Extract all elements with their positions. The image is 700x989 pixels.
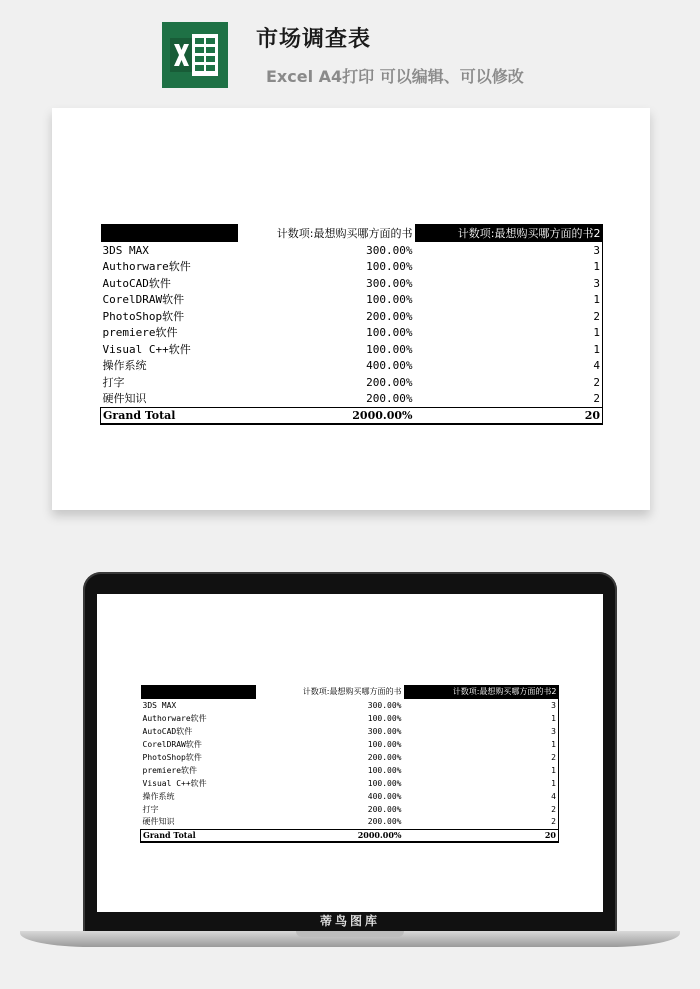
row-label: AutoCAD软件 <box>102 276 171 290</box>
table-row <box>101 308 603 325</box>
table-row <box>101 275 603 292</box>
header-count: 计数项:最想购买哪方面的书2 <box>415 224 603 242</box>
total-count: 20 <box>404 829 559 842</box>
row-count: 1 <box>415 292 603 309</box>
row-count: 2 <box>404 816 559 829</box>
row-label: 硬件知识 <box>142 817 175 827</box>
row-label: Visual C++软件 <box>102 342 191 356</box>
row-count: 1 <box>415 341 603 358</box>
row-count: 1 <box>404 738 559 751</box>
row-pct: 200.00% <box>367 804 402 814</box>
table-row <box>101 341 603 358</box>
row-label: 打字 <box>102 375 125 389</box>
total-count: 20 <box>415 407 603 424</box>
row-count: 2 <box>404 751 559 764</box>
row-count: 2 <box>415 374 603 391</box>
table-row <box>141 699 559 712</box>
total-pct: 2000.00% <box>238 407 415 424</box>
total-label: Grand Total <box>141 829 256 842</box>
row-label: Visual C++软件 <box>142 778 207 788</box>
laptop-screen <box>97 594 603 912</box>
excel-icon <box>162 22 228 88</box>
row-pct: 200.00% <box>367 752 402 762</box>
table-row <box>141 725 559 738</box>
table-row <box>101 391 603 408</box>
row-pct: 100.00% <box>367 739 402 749</box>
row-count: 1 <box>404 712 559 725</box>
row-count: 2 <box>404 803 559 816</box>
table-row <box>101 242 603 259</box>
row-count: 1 <box>404 764 559 777</box>
row-pct: 200.00% <box>366 309 413 323</box>
row-label: 3DS MAX <box>142 700 177 710</box>
table-row <box>101 325 603 342</box>
row-pct: 100.00% <box>367 765 402 775</box>
row-count: 1 <box>404 777 559 790</box>
row-pct: 400.00% <box>367 791 402 801</box>
row-pct: 200.00% <box>366 392 413 405</box>
table-row <box>141 803 559 816</box>
row-pct: 100.00% <box>367 713 402 723</box>
table-row <box>141 764 559 777</box>
row-label: Authorware软件 <box>102 260 191 274</box>
row-pct: 100.00% <box>366 326 413 340</box>
pivot-table <box>100 224 603 425</box>
row-count: 2 <box>415 391 603 408</box>
header-row-label <box>101 224 238 242</box>
total-label: Grand Total <box>101 407 238 424</box>
row-label: 操作系统 <box>142 791 175 801</box>
page-subtitle: Excel A4打印 可以编辑、可以修改 <box>266 67 524 86</box>
row-label: 3DS MAX <box>102 243 149 257</box>
table-row <box>141 777 559 790</box>
row-label: 操作系统 <box>102 359 147 373</box>
header-row-label <box>141 685 256 699</box>
row-pct: 300.00% <box>367 726 402 736</box>
row-pct: 100.00% <box>366 260 413 274</box>
table-row <box>141 712 559 725</box>
row-label: Authorware软件 <box>142 713 207 723</box>
row-label: CorelDRAW软件 <box>102 293 185 307</box>
grand-total-row <box>101 407 603 424</box>
header-count: 计数项:最想购买哪方面的书2 <box>404 685 559 699</box>
pivot-body <box>101 224 603 424</box>
page-title: 市场调查表 <box>256 27 372 52</box>
laptop-notch <box>296 931 404 937</box>
row-count: 4 <box>404 790 559 803</box>
row-count: 3 <box>404 725 559 738</box>
row-label: 硬件知识 <box>102 392 147 405</box>
row-count: 3 <box>415 275 603 292</box>
row-pct: 100.00% <box>366 293 413 307</box>
row-pct: 400.00% <box>366 359 413 373</box>
row-label: PhotoShop软件 <box>142 752 202 762</box>
row-pct: 300.00% <box>367 700 402 710</box>
row-label: 打字 <box>142 804 159 814</box>
pivot-header-row <box>141 685 559 699</box>
row-label: CorelDRAW软件 <box>142 739 202 749</box>
row-count: 4 <box>415 358 603 375</box>
laptop-brand: 蒂鸟图库 <box>319 914 380 928</box>
pivot-header-row <box>101 224 603 242</box>
header-pct: 计数项:最想购买哪方面的书 <box>238 224 415 242</box>
row-pct: 200.00% <box>366 375 413 389</box>
table-row <box>101 374 603 391</box>
table-row <box>101 259 603 276</box>
table-row <box>141 816 559 829</box>
row-pct: 100.00% <box>366 342 413 356</box>
row-label: AutoCAD软件 <box>142 726 193 736</box>
row-pct: 300.00% <box>366 243 413 257</box>
table-row <box>141 751 559 764</box>
pivot-body-preview <box>141 685 559 842</box>
table-row <box>141 738 559 751</box>
total-pct: 2000.00% <box>256 829 404 842</box>
row-label: premiere软件 <box>142 765 198 775</box>
row-count: 3 <box>415 242 603 259</box>
header-pct: 计数项:最想购买哪方面的书 <box>256 685 404 699</box>
row-pct: 300.00% <box>366 276 413 290</box>
row-count: 1 <box>415 325 603 342</box>
row-label: PhotoShop软件 <box>102 309 185 323</box>
table-row <box>101 358 603 375</box>
table-row <box>101 292 603 309</box>
row-pct: 200.00% <box>367 817 402 827</box>
row-count: 3 <box>404 699 559 712</box>
pivot-table-preview <box>140 685 559 843</box>
row-count: 2 <box>415 308 603 325</box>
grand-total-row <box>141 829 559 842</box>
row-pct: 100.00% <box>367 778 402 788</box>
table-row <box>141 790 559 803</box>
print-sheet <box>52 108 650 510</box>
row-count: 1 <box>415 259 603 276</box>
row-label: premiere软件 <box>102 326 178 340</box>
